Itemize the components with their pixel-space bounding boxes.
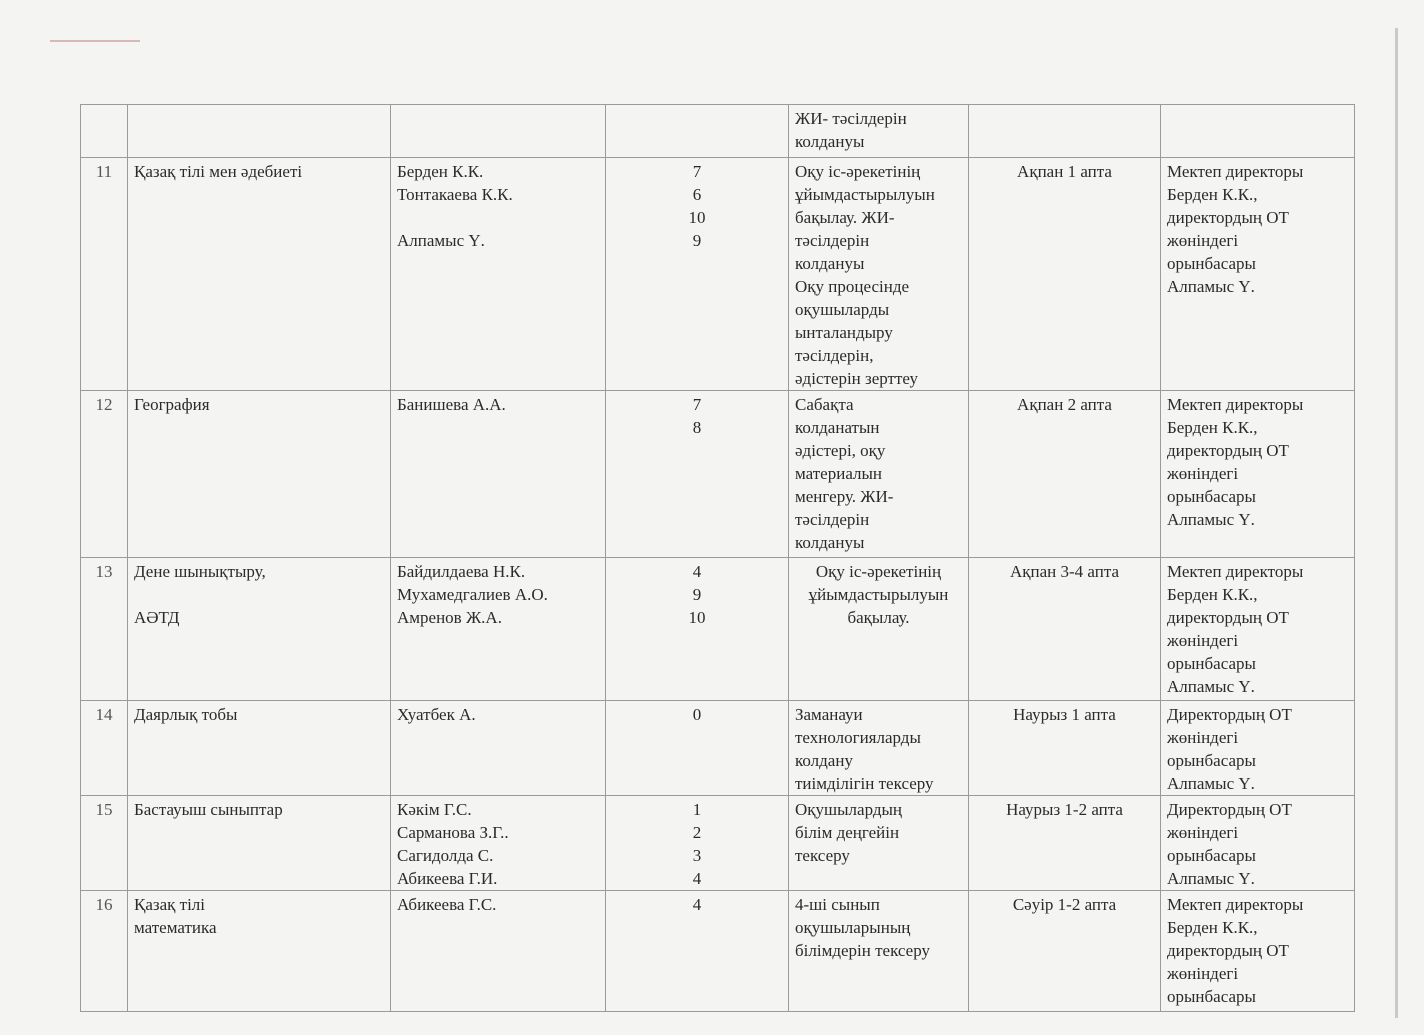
cell-topic: Оқу іс-әрекетінің ұйымдастырылуын бақылау. ЖИ- тәсілдерін колдануы Оқу процесінде оқушыларды ынталандыру тәсілдерін, әдістерін зерттеу [789, 158, 969, 391]
table-row [81, 701, 1355, 796]
cell-responsible: Директордың ОТ жөніндегі орынбасары Алпамыс Ү. [1161, 796, 1355, 891]
cell-num: 15 [81, 796, 128, 891]
cell-teachers: Банишева А.А. [391, 391, 606, 558]
cell-topic: 4-ші сынып оқушыларының білімдерін тексеру [789, 891, 969, 1012]
cell-grades: 1 2 3 4 [606, 796, 789, 891]
cell-teachers [391, 105, 606, 158]
cell-teachers: Хуатбек А. [391, 701, 606, 796]
cell-date: Сәуір 1-2 апта [969, 891, 1161, 1012]
cell-topic: Заманауи технологияларды колдану тиімділігін тексеру [789, 701, 969, 796]
cell-grades: 7 6 10 9 [606, 158, 789, 391]
scan-page-edge [1395, 28, 1398, 1018]
cell-date: Наурыз 1-2 апта [969, 796, 1161, 891]
cell-date [969, 105, 1161, 158]
cell-responsible: Директордың ОТ жөніндегі орынбасары Алпамыс Ү. [1161, 701, 1355, 796]
cell-teachers: Берден К.К. Тонтакаева К.К. Алпамыс Ү. [391, 158, 606, 391]
table-row [81, 391, 1355, 558]
table-row [81, 891, 1355, 1012]
table-row [81, 796, 1355, 891]
cell-subject: Бастауыш сыныптар [128, 796, 391, 891]
cell-num: 12 [81, 391, 128, 558]
cell-grades [606, 105, 789, 158]
cell-subject: Дене шынықтыру, АӘТД [128, 558, 391, 701]
cell-topic: Оқу іс-әрекетінің ұйымдастырылуын бақылау. [789, 558, 969, 701]
cell-responsible: Мектеп директоры Берден К.К., директордың ОТ жөніндегі орынбасары [1161, 891, 1355, 1012]
cell-grades: 4 [606, 891, 789, 1012]
cell-topic: Сабақта колданатын әдістері, оқу материалын менгеру. ЖИ- тәсілдерін колдануы [789, 391, 969, 558]
cell-topic: ЖИ- тәсілдерін колдануы [789, 105, 969, 158]
cell-subject: Қазақ тілі мен әдебиеті [128, 158, 391, 391]
cell-teachers: Байдилдаева Н.К. Мухамедгалиев А.О. Амренов Ж.А. [391, 558, 606, 701]
cell-responsible: Мектеп директоры Берден К.К., директордың ОТ жөніндегі орынбасары Алпамыс Ү. [1161, 391, 1355, 558]
cell-grades: 0 [606, 701, 789, 796]
cell-subject: Даярлық тобы [128, 701, 391, 796]
cell-num [81, 105, 128, 158]
table-row [81, 158, 1355, 391]
cell-num: 11 [81, 158, 128, 391]
cell-num: 14 [81, 701, 128, 796]
cell-teachers: Кәкім Г.С. Сарманова З.Г.. Сагидолда С. Абикеева Г.И. [391, 796, 606, 891]
cell-subject: Қазақ тілі математика [128, 891, 391, 1012]
table-row-continuation [81, 105, 1355, 158]
cell-subject: География [128, 391, 391, 558]
inspection-plan-table [80, 104, 1355, 1012]
cell-responsible [1161, 105, 1355, 158]
cell-teachers: Абикеева Г.С. [391, 891, 606, 1012]
cell-grades: 4 9 10 [606, 558, 789, 701]
cell-date: Наурыз 1 апта [969, 701, 1161, 796]
cell-responsible: Мектеп директоры Берден К.К., директордың ОТ жөніндегі орынбасары Алпамыс Ү. [1161, 158, 1355, 391]
cell-date: Ақпан 3-4 апта [969, 558, 1161, 701]
cell-date: Ақпан 1 апта [969, 158, 1161, 391]
cell-date: Ақпан 2 апта [969, 391, 1161, 558]
cell-subject [128, 105, 391, 158]
cell-topic: Оқушылардың білім деңгейін тексеру [789, 796, 969, 891]
cell-grades: 7 8 [606, 391, 789, 558]
cell-num: 16 [81, 891, 128, 1012]
table-row [81, 558, 1355, 701]
scan-mark [50, 40, 140, 42]
cell-num: 13 [81, 558, 128, 701]
cell-responsible: Мектеп директоры Берден К.К., директордың ОТ жөніндегі орынбасары Алпамыс Ү. [1161, 558, 1355, 701]
